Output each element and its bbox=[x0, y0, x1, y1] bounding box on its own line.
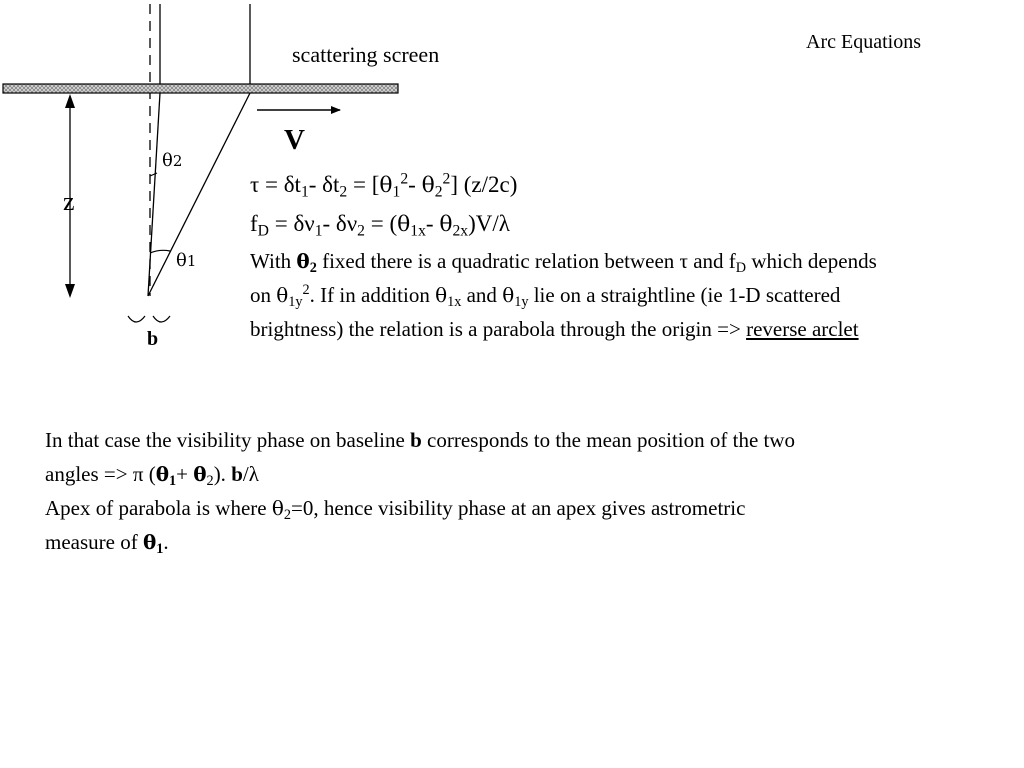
antenna-left bbox=[128, 316, 145, 322]
visibility-phase-paragraph bbox=[45, 423, 795, 559]
equation-doppler: $f_D = \delta\nu_1-$ $\delta\nu_2 = (\theta_{1x}-$ $\theta_{2x})V/\lambda$ bbox=[250, 211, 510, 240]
ray-theta-1 bbox=[148, 93, 250, 296]
para1-line2: on $\theta_{1y}^2$. If in addition $\theta_{1x}$ and $\theta_{1y}$ lie on a straightline (ie 1-D scattered bbox=[250, 282, 841, 310]
scattering-screen bbox=[3, 84, 398, 93]
equation-tau: $\tau = \delta t_1-$ $\delta t_2 = [\theta_1^2-$ $\theta_2^2$] (z/2c) bbox=[250, 170, 518, 201]
distance-arrow-head-bottom bbox=[65, 284, 75, 298]
theta-2-label: θ2 bbox=[162, 150, 183, 171]
angle-arc-theta-1 bbox=[150, 250, 170, 253]
angle-tick-theta-2 bbox=[150, 173, 157, 176]
para2-line1: In that case the visibility phase on baseline b corresponds to the mean position of the two bbox=[45, 428, 796, 452]
para2-line2: angles => π $(\theta_1+ \theta_2)$. b/λ bbox=[45, 462, 259, 489]
distance-label: z bbox=[63, 187, 75, 216]
quadratic-relation-paragraph bbox=[250, 244, 877, 346]
para2-line4: measure of $\theta_1$. bbox=[45, 530, 169, 557]
para1-line1: With $\theta_2$ fixed there is a quadratic relation between τ and $f_D$ which depends bbox=[250, 249, 877, 276]
screen-label: scattering screen bbox=[292, 42, 440, 67]
baseline-label: b bbox=[147, 328, 159, 350]
slide-title: Arc Equations bbox=[806, 31, 921, 53]
distance-arrow-head-top bbox=[65, 94, 75, 108]
antenna-right bbox=[153, 316, 170, 322]
para2-line3: Apex of parabola is where $\theta_2=0$, hence visibility phase at an apex gives astrometric bbox=[45, 496, 746, 523]
velocity-label: V bbox=[284, 124, 305, 156]
reverse-arclet-link[interactable]: reverse arclet bbox=[746, 317, 859, 341]
theta-1-label: θ1 bbox=[176, 250, 197, 271]
para1-line3: brightness) the relation is a parabola through the origin => reverse arclet bbox=[250, 317, 859, 341]
